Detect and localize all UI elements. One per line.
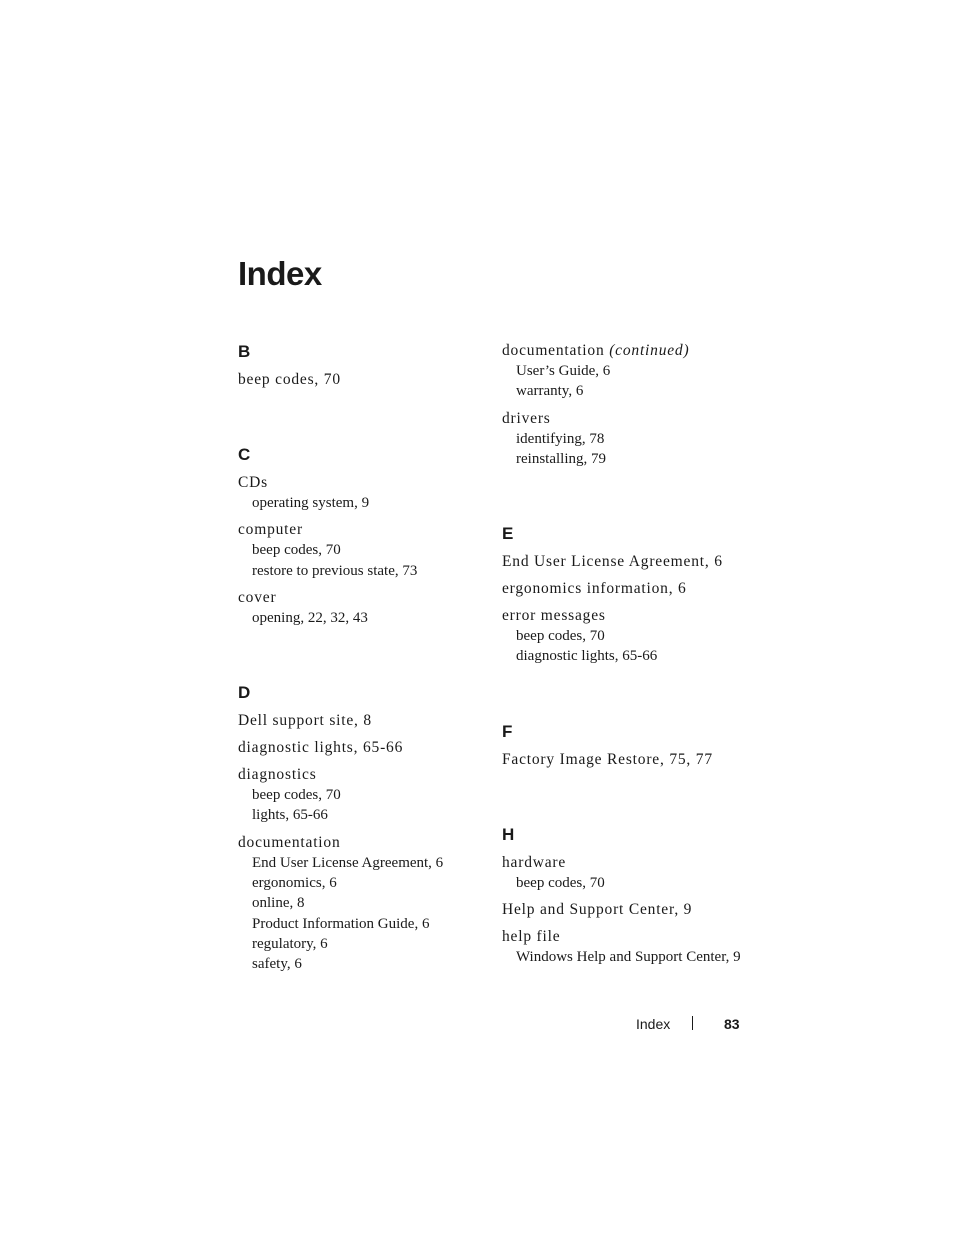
index-subterm: User’s Guide, 6 <box>516 363 611 379</box>
index-entry <box>502 852 742 893</box>
index-term <box>502 852 742 873</box>
index-term <box>502 749 742 770</box>
index-term <box>502 408 742 429</box>
index-subterm: identifying, 78 <box>516 430 605 447</box>
index-letter-heading: H <box>502 824 515 844</box>
index-subterm: operating system, 9 <box>252 495 370 511</box>
index-term <box>502 926 742 947</box>
index-term-text: CDs <box>238 474 268 491</box>
index-term-text: diagnostic lights, 65-66 <box>238 739 404 757</box>
index-term <box>238 472 478 493</box>
index-entry <box>502 408 742 470</box>
index-term <box>238 764 478 785</box>
index-entry <box>238 764 478 826</box>
index-term-text: hardware <box>502 853 567 871</box>
index-term-text: documentation <box>502 342 605 359</box>
index-term <box>502 340 742 361</box>
index-subterm: ergonomics, 6 <box>252 875 337 892</box>
index-term-text: help file <box>502 928 561 946</box>
footer-separator <box>692 1016 693 1030</box>
index-entry <box>238 472 478 513</box>
index-letter-heading: D <box>238 683 251 703</box>
index-subterm: beep codes, 70 <box>252 542 341 559</box>
index-term-text: cover <box>238 588 277 606</box>
index-entry <box>502 551 742 572</box>
index-term <box>502 551 742 572</box>
index-term-text: Factory Image Restore, 75, 77 <box>502 750 713 768</box>
index-subterm: online, 8 <box>252 895 305 912</box>
index-subterm: End User License Agreement, 6 <box>252 854 444 871</box>
index-entry <box>502 749 742 770</box>
index-entry <box>502 578 742 599</box>
index-term-text: Help and Support Center, 9 <box>502 901 693 919</box>
page-title: Index <box>238 255 322 292</box>
index-term <box>502 578 742 599</box>
index-column-left <box>238 340 478 981</box>
index-subterm: Product Information Guide, 6 <box>252 915 430 932</box>
index-entry <box>502 340 742 402</box>
index-letter-heading: E <box>502 524 514 544</box>
index-letter-heading: C <box>238 445 251 464</box>
index-column-right <box>502 340 742 973</box>
index-subterm: reinstalling, 79 <box>516 450 606 467</box>
index-letter-group <box>502 340 742 469</box>
index-subterm: Windows Help and Support Center, 9 <box>516 949 741 966</box>
index-subterm: beep codes, 70 <box>252 787 341 804</box>
index-letter-heading: F <box>502 721 513 741</box>
index-subterm: lights, 65-66 <box>252 807 328 824</box>
index-subterm: diagnostic lights, 65-66 <box>516 648 658 665</box>
index-term <box>238 587 478 608</box>
index-term-text: documentation <box>238 833 341 851</box>
index-subterm: beep codes, 70 <box>516 628 605 645</box>
index-entry <box>502 605 742 667</box>
index-entry <box>238 737 478 758</box>
continued-note: (continued) <box>609 342 690 359</box>
index-term <box>502 899 742 920</box>
index-term <box>238 369 478 390</box>
index-term <box>238 710 478 731</box>
index-term <box>238 737 478 758</box>
footer-page-number: 83 <box>724 1016 740 1032</box>
index-term <box>238 832 478 853</box>
index-term-text: error messages <box>502 607 606 625</box>
index-letter-group <box>502 823 742 968</box>
index-term-text: beep codes, 70 <box>238 371 341 388</box>
index-entry <box>238 369 478 390</box>
index-term-text: diagnostics <box>238 766 317 784</box>
index-entry <box>238 832 478 975</box>
index-subterm: safety, 6 <box>252 956 302 973</box>
index-subterm: restore to previous state, 73 <box>252 562 418 579</box>
index-subterm: warranty, 6 <box>516 383 584 400</box>
index-term-text: computer <box>238 521 303 539</box>
footer-section-label: Index <box>636 1016 671 1032</box>
index-term-text: drivers <box>502 409 551 427</box>
index-term-text: Dell support site, 8 <box>238 712 372 730</box>
index-term <box>238 519 478 540</box>
index-letter-group <box>502 522 742 667</box>
index-term-text: ergonomics information, 6 <box>502 580 687 598</box>
index-letter-group <box>502 720 742 770</box>
index-entry <box>238 710 478 731</box>
index-subterm: beep codes, 70 <box>516 874 605 891</box>
index-term-text: End User License Agreement, 6 <box>502 553 723 571</box>
index-letter-group <box>238 443 478 628</box>
index-term <box>502 605 742 626</box>
index-entry <box>238 519 478 581</box>
index-entry <box>238 587 478 628</box>
index-letter-group <box>238 681 478 974</box>
index-subterm: regulatory, 6 <box>252 935 328 952</box>
index-subterm: opening, 22, 32, 43 <box>252 609 368 626</box>
index-entry <box>502 899 742 920</box>
index-letter-group <box>238 340 478 390</box>
index-letter-heading: B <box>238 342 251 361</box>
index-entry <box>502 926 742 967</box>
